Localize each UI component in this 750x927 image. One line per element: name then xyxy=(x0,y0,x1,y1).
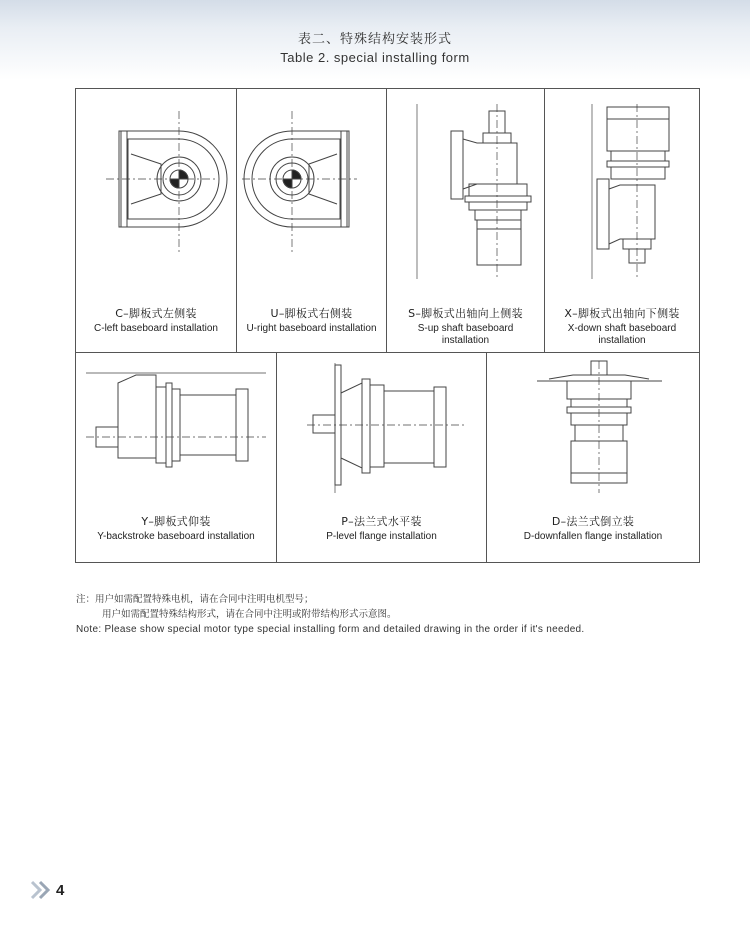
page-footer xyxy=(30,880,64,900)
form-name-cn: X–脚板式出轴向下侧装 xyxy=(564,307,680,320)
form-name-cn: P–法兰式水平装 xyxy=(341,515,422,528)
form-name-cn: S–脚板式出轴向上侧装 xyxy=(408,307,523,320)
form-name-cn: D–法兰式倒立装 xyxy=(551,515,635,528)
table-row-2 xyxy=(76,353,699,562)
caption-y xyxy=(76,513,276,543)
notes-section xyxy=(76,592,716,637)
p-level-flange-drawing xyxy=(277,353,487,503)
installation-forms-table xyxy=(75,88,700,563)
y-backstroke-drawing xyxy=(76,353,276,503)
d-downfallen-flange-drawing xyxy=(487,353,699,503)
form-cell-d xyxy=(487,353,699,562)
caption-x xyxy=(545,305,699,347)
form-cell-y xyxy=(76,353,277,562)
form-name-cn: Y–脚板式仰装 xyxy=(141,515,211,528)
note-line-english: Note: Please show special motor type special installing form and detailed drawing in the order if it's needed. xyxy=(76,624,585,635)
double-chevron-icon xyxy=(30,880,52,900)
table-title xyxy=(0,28,750,65)
u-right-mount-drawing xyxy=(237,89,387,289)
form-name-en: Y-backstroke baseboard installation xyxy=(97,531,255,542)
c-left-mount-drawing xyxy=(76,89,236,289)
form-cell-c xyxy=(76,89,237,352)
form-cell-s xyxy=(387,89,545,352)
form-name-en: U-right baseboard installation xyxy=(246,323,377,334)
note-line-1: 注：用户如需配置特殊电机，请在合同中注明电机型号； xyxy=(76,594,314,605)
form-cell-p xyxy=(277,353,487,562)
table-row-1 xyxy=(76,89,699,353)
caption-s xyxy=(387,305,544,347)
caption-p xyxy=(277,513,486,543)
s-up-shaft-drawing xyxy=(387,89,545,289)
note-line-2: 用户如需配置特殊结构形式，请在合同中注明或附带结构形式示意图。 xyxy=(102,609,397,620)
caption-d xyxy=(487,513,699,543)
form-cell-x xyxy=(545,89,699,352)
form-name-en: C-left baseboard installation xyxy=(94,323,218,334)
page-number: 4 xyxy=(56,881,65,899)
form-name-cn: U–脚板式右侧装 xyxy=(270,307,353,320)
caption-u xyxy=(237,305,386,335)
form-name-en: D-downfallen flange installation xyxy=(523,531,663,542)
form-name-en-line2: installation xyxy=(441,335,490,346)
form-name-en-line1: S-up shaft baseboard xyxy=(417,323,514,334)
x-down-shaft-drawing xyxy=(545,89,699,289)
title-chinese: 表二、特殊结构安装形式 xyxy=(297,32,452,47)
form-cell-u xyxy=(237,89,387,352)
form-name-cn: C–脚板式左侧装 xyxy=(115,307,197,320)
title-english: Table 2. special installing form xyxy=(280,50,470,65)
form-name-en-line2: installation xyxy=(598,335,646,346)
form-name-en-line1: X-down shaft baseboard xyxy=(567,323,677,334)
form-name-en: P-level flange installation xyxy=(326,531,437,542)
caption-c xyxy=(76,305,236,335)
